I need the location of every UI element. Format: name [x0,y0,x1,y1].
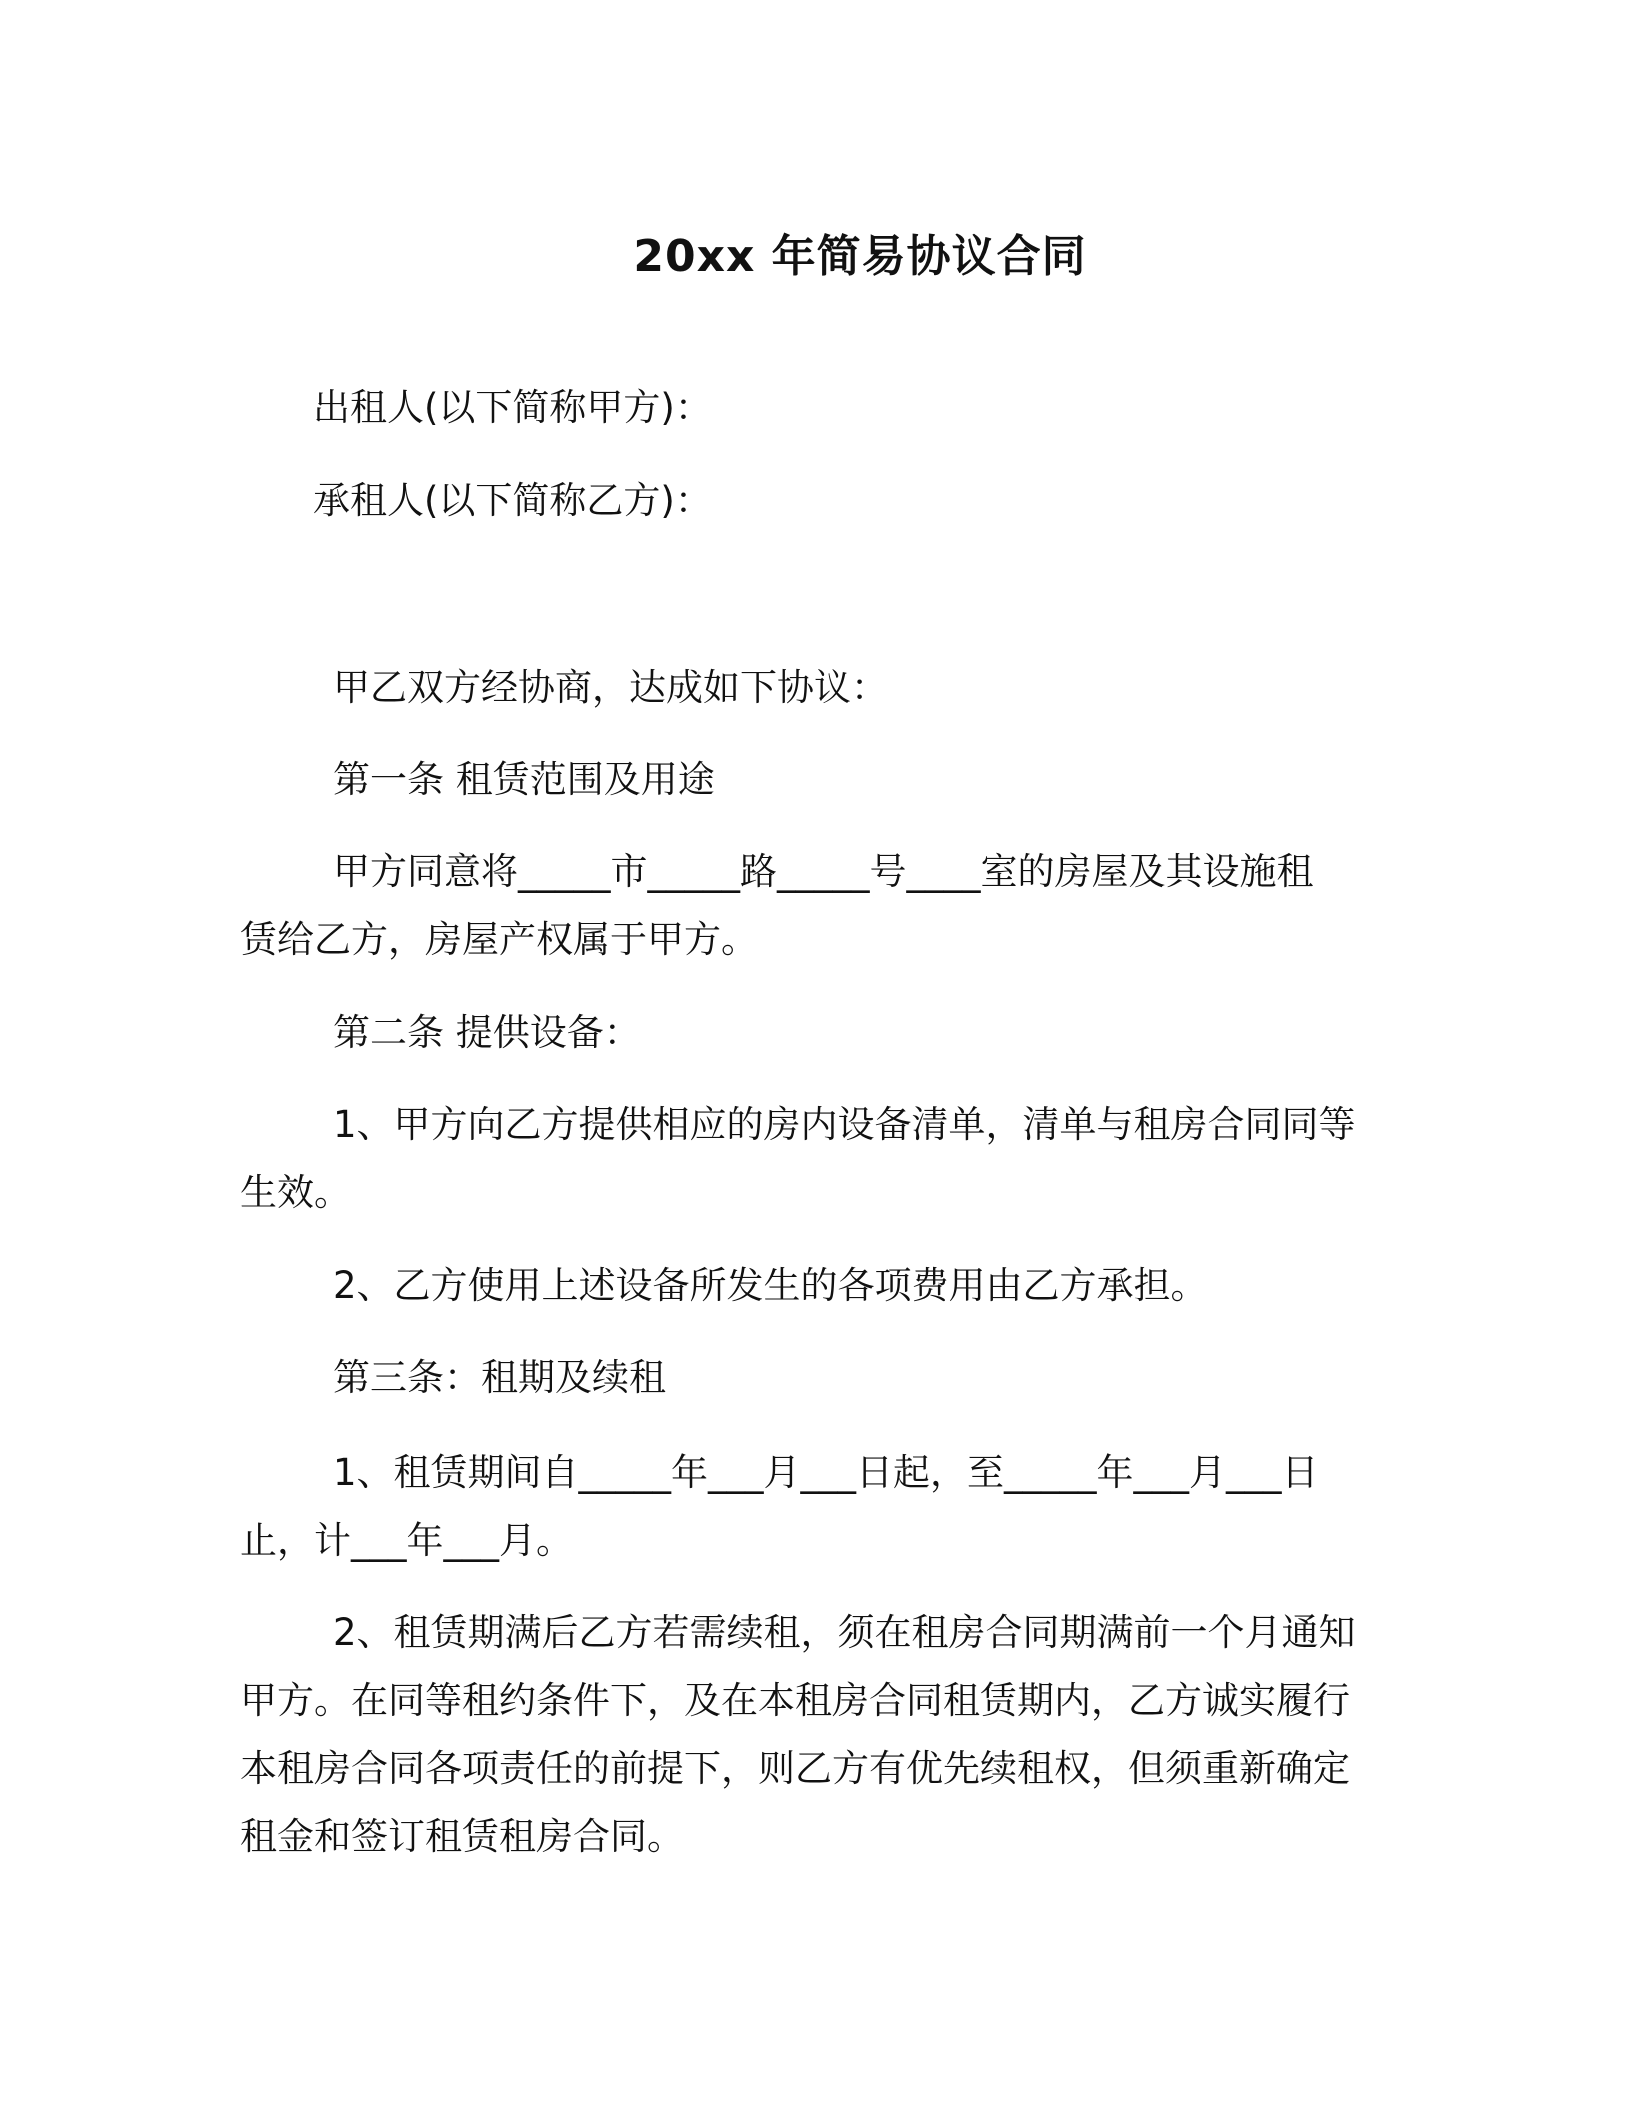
article1-paragraph-line1: 甲方同意将_____市_____路_____号____室的房屋及其设施租 [333,850,1314,893]
article3-item2-line3: 本租房合同各项责任的前提下，则乙方有优先续租权，但须重新确定 [240,1747,1350,1790]
article2-heading: 第二条 提供设备： [333,1011,641,1054]
article2-item1-line1: 1、甲方向乙方提供相应的房内设备清单，清单与租房合同同等 [333,1103,1356,1146]
lessor-label: 出租人(以下简称甲方)： [313,386,712,429]
article1-heading: 第一条 租赁范围及用途 [333,758,715,801]
agreement-intro: 甲乙双方经协商，达成如下协议： [333,666,888,709]
document-title: 20xx 年简易协议合同 [633,231,1087,282]
article3-heading: 第三条：租期及续租 [333,1356,666,1399]
article1-paragraph-line2: 赁给乙方，房屋产权属于甲方。 [240,918,758,961]
article3-item1-line2: 止，计___年___月。 [240,1519,573,1562]
lessee-label: 承租人(以下简称乙方)： [313,479,712,522]
article3-item2-line1: 2、租赁期满后乙方若需续租，须在租房合同期满前一个月通知 [333,1611,1356,1654]
article3-item1-line1: 1、租赁期间自_____年___月___日起，至_____年___月___日 [333,1451,1319,1494]
article3-item2-line2: 甲方。在同等租约条件下，及在本租房合同租赁期内，乙方诚实履行 [240,1679,1350,1722]
article3-item2-line4: 租金和签订租赁租房合同。 [240,1815,684,1858]
article2-item2: 2、乙方使用上述设备所发生的各项费用由乙方承担。 [333,1264,1208,1307]
article2-item1-line2: 生效。 [240,1171,351,1214]
